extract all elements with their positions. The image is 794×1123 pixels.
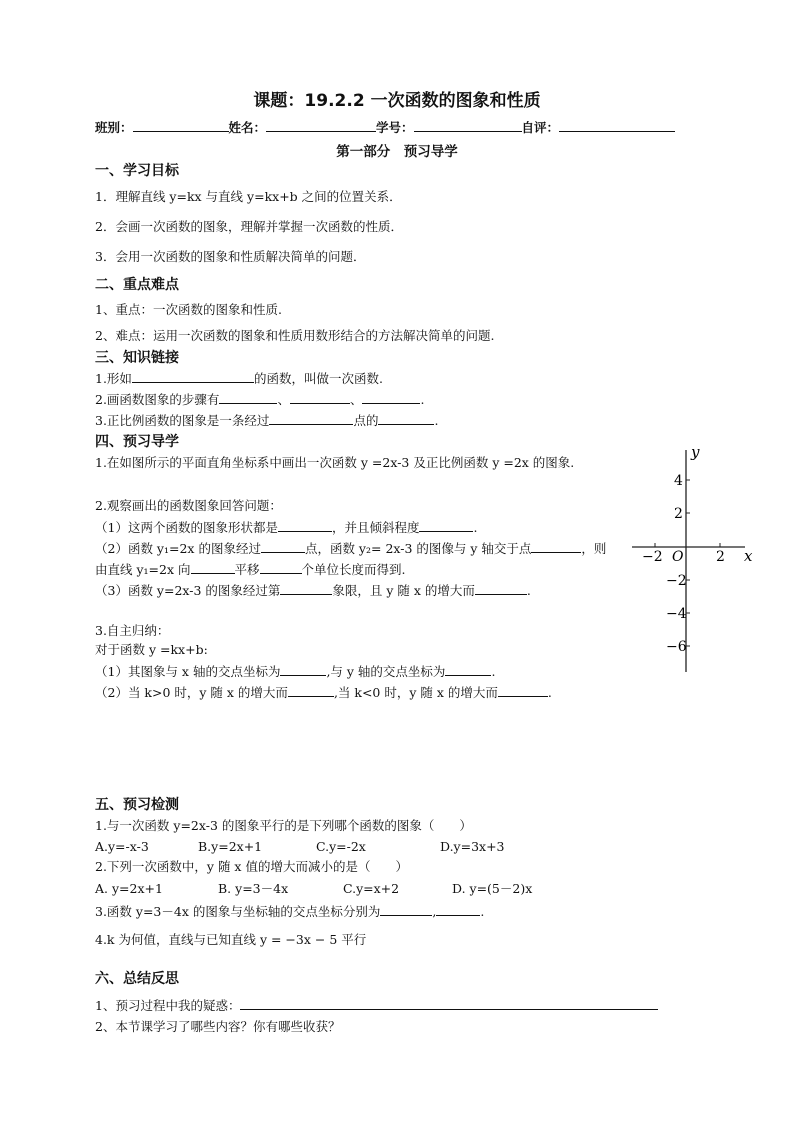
guide-q3-intro: 对于函数 y =kx+b: xyxy=(95,642,208,657)
answer-blank[interactable] xyxy=(362,391,420,404)
y-tick-label: −4 xyxy=(666,606,687,622)
knowledge-line-3 xyxy=(95,412,438,429)
class-label: 班别： xyxy=(95,120,133,135)
answer-blank[interactable] xyxy=(132,370,254,383)
knowledge-text: . xyxy=(434,413,439,428)
y-tick-label: 4 xyxy=(674,473,683,489)
guide-text: （1）这两个函数的图象形状都是 xyxy=(95,520,278,535)
guide-q3-2 xyxy=(95,684,552,701)
section-key-points-heading: 二、重点难点 xyxy=(95,277,179,293)
check-question-3 xyxy=(95,903,484,920)
answer-blank[interactable] xyxy=(419,519,473,532)
answer-blank[interactable] xyxy=(531,540,581,553)
guide-q3-1 xyxy=(95,663,495,680)
answer-blank[interactable] xyxy=(498,684,548,697)
answer-blank[interactable] xyxy=(278,519,332,532)
answer-blank[interactable] xyxy=(260,561,302,574)
y-tick-label: −2 xyxy=(666,573,687,589)
knowledge-text: 1.形如 xyxy=(95,371,132,386)
knowledge-line-1 xyxy=(95,370,383,387)
check-question-4: 4.k 为何值，直线与已知直线 y = −3x − 5 平行 xyxy=(95,932,367,947)
check-2-option-c[interactable]: C.y=x+2 xyxy=(343,881,400,896)
answer-blank[interactable] xyxy=(436,903,480,916)
answer-blank[interactable] xyxy=(219,391,277,404)
summary-line-2: 2、本节课学习了哪些内容？你有哪些收获？ xyxy=(95,1019,341,1034)
knowledge-text: 3.正比例函数的图象是一条经过 xyxy=(95,413,270,428)
answer-blank[interactable] xyxy=(261,540,305,553)
check-text: 3.函数 y=3－4x 的图象与坐标轴的交点坐标分别为 xyxy=(95,904,381,919)
knowledge-text: 点的 xyxy=(353,413,379,428)
name-label: 姓名： xyxy=(228,120,267,135)
guide-text: ,当 k<0 时，y 随 x 的增大而 xyxy=(333,685,498,700)
knowledge-text: . xyxy=(420,392,425,407)
check-2-option-b[interactable]: B. y=3－4x xyxy=(218,881,289,896)
answer-blank[interactable] xyxy=(378,412,434,425)
goal-item: 1．理解直线 y=kx 与直线 y=kx+b 之间的位置关系． xyxy=(95,189,402,204)
key-point-item: 2、难点：运用一次函数的图象和性质用数形结合的方法解决简单的问题. xyxy=(95,328,495,343)
knowledge-text: 的函数，叫做一次函数. xyxy=(253,371,383,386)
guide-text: （3）函数 y=2x-3 的图象经过第 xyxy=(95,583,281,598)
answer-blank[interactable] xyxy=(380,903,432,916)
guide-text: ，并且倾斜程度 xyxy=(331,520,420,535)
answer-blank[interactable] xyxy=(240,997,658,1010)
check-2-option-d[interactable]: D. y=(5－2)x xyxy=(452,881,533,896)
y-tick-label: 2 xyxy=(674,506,683,522)
goal-item: 2．会画一次函数的图象，理解并掌握一次函数的性质． xyxy=(95,219,403,234)
guide-text: . xyxy=(526,583,531,598)
student-info-line xyxy=(95,118,675,136)
guide-question-3: 3.自主归纳： xyxy=(95,623,170,638)
part-title: 第一部分 预习导学 xyxy=(336,144,458,160)
knowledge-text: 2.画函数图象的步骤有 xyxy=(95,392,220,407)
answer-blank[interactable] xyxy=(280,663,326,676)
guide-text: . xyxy=(473,520,478,535)
check-1-option-c[interactable]: C.y=-2x xyxy=(316,839,366,854)
x-tick-label: −2 xyxy=(642,549,663,565)
guide-text: ,与 y 轴的交点坐标为 xyxy=(326,664,446,679)
check-1-option-a[interactable]: A.y=-x-3 xyxy=(95,839,149,854)
key-point-item: 1、重点：一次函数的图象和性质. xyxy=(95,302,282,317)
guide-q2-1 xyxy=(95,519,477,536)
check-text: . xyxy=(480,904,485,919)
answer-blank[interactable] xyxy=(269,412,353,425)
section-summary-heading: 六、总结反思 xyxy=(95,971,179,987)
section-guide-heading: 四、预习导学 xyxy=(95,434,179,450)
guide-text: 平移 xyxy=(234,562,260,577)
y-axis-label: y xyxy=(691,443,700,461)
summary-line-1 xyxy=(95,997,658,1014)
answer-blank[interactable] xyxy=(290,391,350,404)
guide-text: （2）函数 y₁=2x 的图象经过 xyxy=(95,541,261,556)
knowledge-text: 、 xyxy=(277,392,290,407)
name-blank[interactable] xyxy=(266,119,376,132)
answer-blank[interactable] xyxy=(288,684,334,697)
check-question-1: 1.与一次函数 y=2x-3 的图象平行的是下列哪个函数的图象（ ） xyxy=(95,818,472,833)
guide-q2-3 xyxy=(95,582,531,599)
origin-label: O xyxy=(672,549,684,565)
id-label: 学号： xyxy=(376,120,414,135)
check-2-option-a[interactable]: A. y=2x+1 xyxy=(95,881,163,896)
knowledge-text: 、 xyxy=(349,392,363,407)
guide-text: 由直线 y₁=2x 向 xyxy=(95,562,191,577)
guide-question-1: 1.在如图所示的平面直角坐标系中画出一次函数 y =2x-3 及正比例函数 y =2x 的图象. xyxy=(95,455,575,470)
guide-text: . xyxy=(547,685,552,700)
check-text: , xyxy=(432,904,437,919)
guide-text: 象限，且 y 随 x 的增大而 xyxy=(332,583,475,598)
id-blank[interactable] xyxy=(414,119,522,132)
check-1-option-d[interactable]: D.y=3x+3 xyxy=(440,839,505,854)
guide-text: ，则 xyxy=(581,541,607,556)
coordinate-graph[interactable] xyxy=(630,440,760,675)
check-1-option-b[interactable]: B.y=2x+1 xyxy=(198,839,263,854)
guide-text: . xyxy=(491,664,496,679)
answer-blank[interactable] xyxy=(445,663,491,676)
section-goals-heading: 一、学习目标 xyxy=(95,163,179,179)
answer-blank[interactable] xyxy=(280,582,332,595)
guide-text: 点，函数 y₂= 2x-3 的图像与 y 轴交于点 xyxy=(304,541,532,556)
eval-blank[interactable] xyxy=(559,119,675,132)
x-axis-label: x xyxy=(744,547,753,565)
answer-blank[interactable] xyxy=(191,561,235,574)
check-question-2: 2.下列一次函数中，y 随 x 值的增大而减小的是（ ） xyxy=(95,859,408,874)
y-tick-label: −6 xyxy=(666,639,687,655)
page-title: 课题：19.2.2 一次函数的图象和性质 xyxy=(253,91,541,111)
x-tick-label: 2 xyxy=(716,549,725,565)
answer-blank[interactable] xyxy=(475,582,527,595)
summary-text: 1、预习过程中我的疑惑： xyxy=(95,998,241,1013)
section-check-heading: 五、预习检测 xyxy=(95,797,179,813)
eval-label: 自评： xyxy=(521,120,560,135)
section-knowledge-heading: 三、知识链接 xyxy=(95,350,179,366)
guide-q2-2 xyxy=(95,540,606,557)
guide-q2-2-cont xyxy=(95,561,406,578)
guide-text: （1）其图象与 x 轴的交点坐标为 xyxy=(95,664,281,679)
guide-text: 个单位长度而得到. xyxy=(301,562,406,577)
guide-question-2: 2.观察画出的函数图象回答问题： xyxy=(95,498,282,513)
knowledge-line-2 xyxy=(95,391,424,408)
guide-text: （2）当 k>0 时，y 随 x 的增大而 xyxy=(95,685,288,700)
class-blank[interactable] xyxy=(133,119,229,132)
goal-item: 3．会用一次函数的图象和性质解决简单的问题． xyxy=(95,249,366,264)
